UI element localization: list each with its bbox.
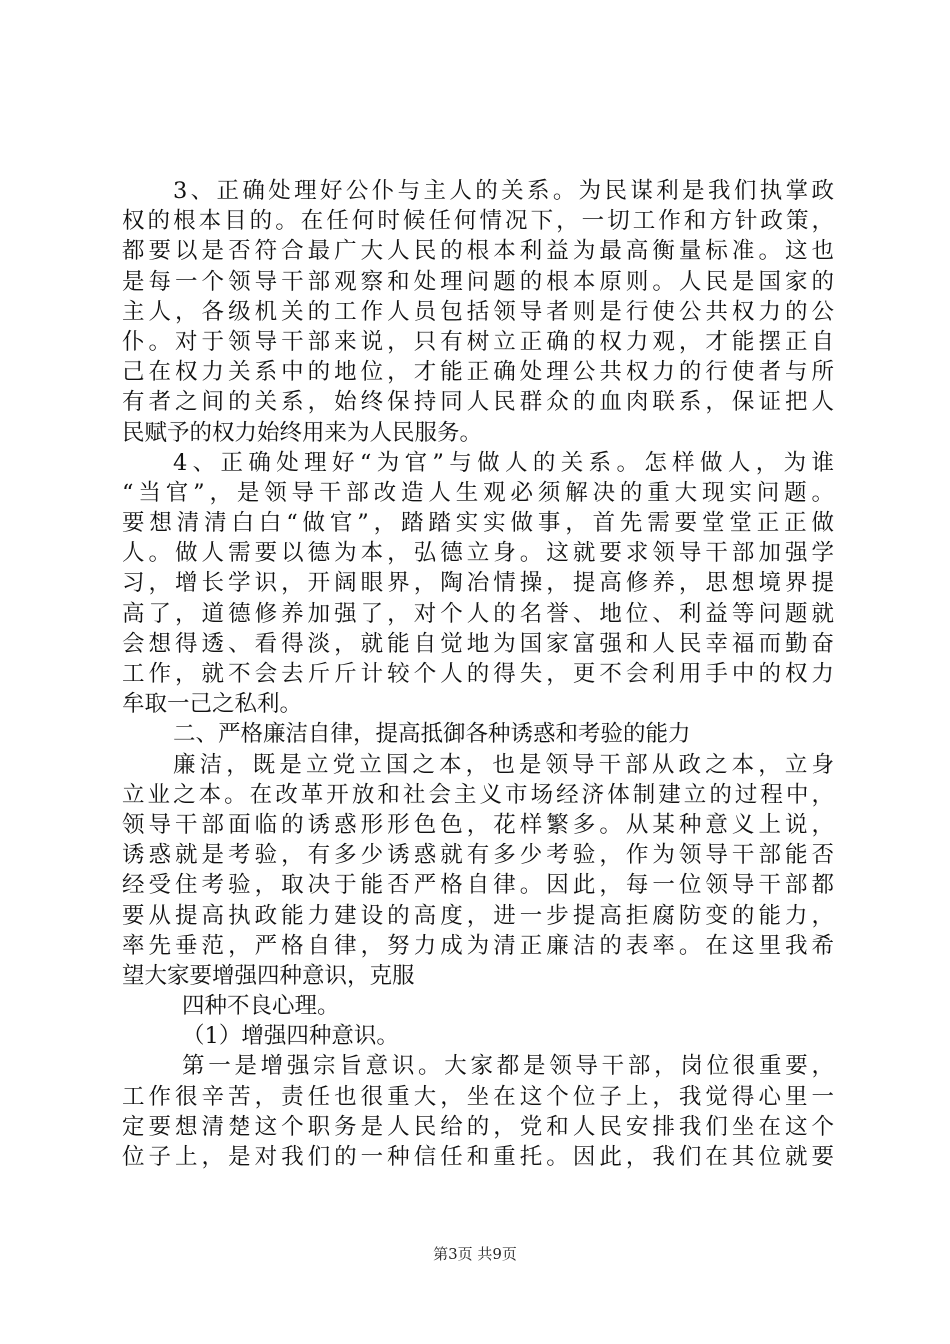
paragraph-line: 会想得透、看得淡，就能自觉地为国家富强和人民幸福而勤奋 bbox=[122, 630, 834, 657]
paragraph-line: 定要想清楚这个职务是人民给的，党和人民安排我们坐在这个 bbox=[122, 1113, 834, 1140]
section-heading: 二、严格廉洁自律，提高抵御各种诱惑和考验的能力 bbox=[173, 721, 691, 748]
paragraph-line: 高了，道德修养加强了，对个人的名誉、地位、利益等问题就 bbox=[122, 600, 834, 627]
paragraph-line: 主人，各级机关的工作人员包括领导者则是行使公共权力的公 bbox=[122, 298, 834, 325]
paragraph-line: 工作，就不会去斤斤计较个人的得失，更不会利用手中的权力 bbox=[122, 661, 834, 687]
paragraph-line: 4、正确处理好“为官”与做人的关系。怎样做人，为谁 bbox=[173, 449, 834, 476]
paragraph-line: 己在权力关系中的地位，才能正确处理公共权力的行使者与所 bbox=[122, 359, 834, 386]
paragraph-line: 经受住考验，取决于能否严格自律。因此，每一位领导干部都 bbox=[122, 872, 834, 899]
paragraph-line: 工作很辛苦，责任也很重大，坐在这个位子上，我觉得心里一 bbox=[122, 1083, 834, 1110]
paragraph-line: 仆。对于领导干部来说，只有树立正确的权力观，才能摆正自 bbox=[122, 328, 834, 355]
paragraph-line: 权的根本目的。在任何时候任何情况下，一切工作和方针政策， bbox=[122, 208, 834, 235]
paragraph-line: “当官”，是领导干部改造人生观必须解决的重大现实问题。 bbox=[122, 479, 834, 506]
paragraph-line: 领导干部面临的诱惑形形色色，花样繁多。从某种意义上说， bbox=[122, 811, 834, 838]
paragraph-line: 都要以是否符合最广大人民的根本利益为最高衡量标准。这也 bbox=[122, 238, 834, 265]
paragraph-line: 位子上，是对我们的一种信任和重托。因此，我们在其位就要 bbox=[122, 1144, 834, 1170]
paragraph-line: 第一是增强宗旨意识。大家都是领导干部，岗位很重要， bbox=[182, 1053, 834, 1080]
paragraph-line: 廉洁，既是立党立国之本，也是领导干部从政之本，立身 bbox=[173, 751, 834, 778]
paragraph-line: 是每一个领导干部观察和处理问题的根本原则。人民是国家的 bbox=[122, 268, 834, 295]
paragraph-line: 四种不良心理。 bbox=[182, 993, 340, 1020]
paragraph-line: 有者之间的关系，始终保持同人民群众的血肉联系，保证把人 bbox=[122, 389, 834, 416]
paragraph-line: 率先垂范，严格自律，努力成为清正廉洁的表率。在这里我希 bbox=[122, 932, 834, 959]
paragraph-line: 要从提高执政能力建设的高度，进一步提高拒腐防变的能力， bbox=[122, 902, 834, 929]
paragraph-line: 牟取一己之私利。 bbox=[122, 691, 303, 718]
paragraph-line: 民赋予的权力始终用来为人民服务。 bbox=[122, 419, 483, 446]
paragraph-line: 要想清清白白“做官”，踏踏实实做事，首先需要堂堂正正做 bbox=[122, 510, 834, 537]
paragraph-line: 3、正确处理好公仆与主人的关系。为民谋利是我们执掌政 bbox=[173, 178, 834, 204]
page-number-footer: 第3页 共9页 bbox=[433, 1245, 517, 1263]
paragraph-line: 立业之本。在改革开放和社会主义市场经济体制建立的过程中， bbox=[122, 781, 834, 808]
paragraph-line: 望大家要增强四种意识，克服 bbox=[122, 962, 415, 989]
paragraph-line: 诱惑就是考验，有多少诱惑就有多少考验，作为领导干部能否 bbox=[122, 842, 834, 869]
subsection-heading: （1）增强四种意识。 bbox=[182, 1023, 399, 1050]
document-body bbox=[122, 176, 834, 1172]
paragraph-line: 人。做人需要以德为本，弘德立身。这就要求领导干部加强学 bbox=[122, 540, 834, 567]
paragraph-line: 习，增长学识，开阔眼界，陶冶情操，提高修养，思想境界提 bbox=[122, 570, 834, 597]
